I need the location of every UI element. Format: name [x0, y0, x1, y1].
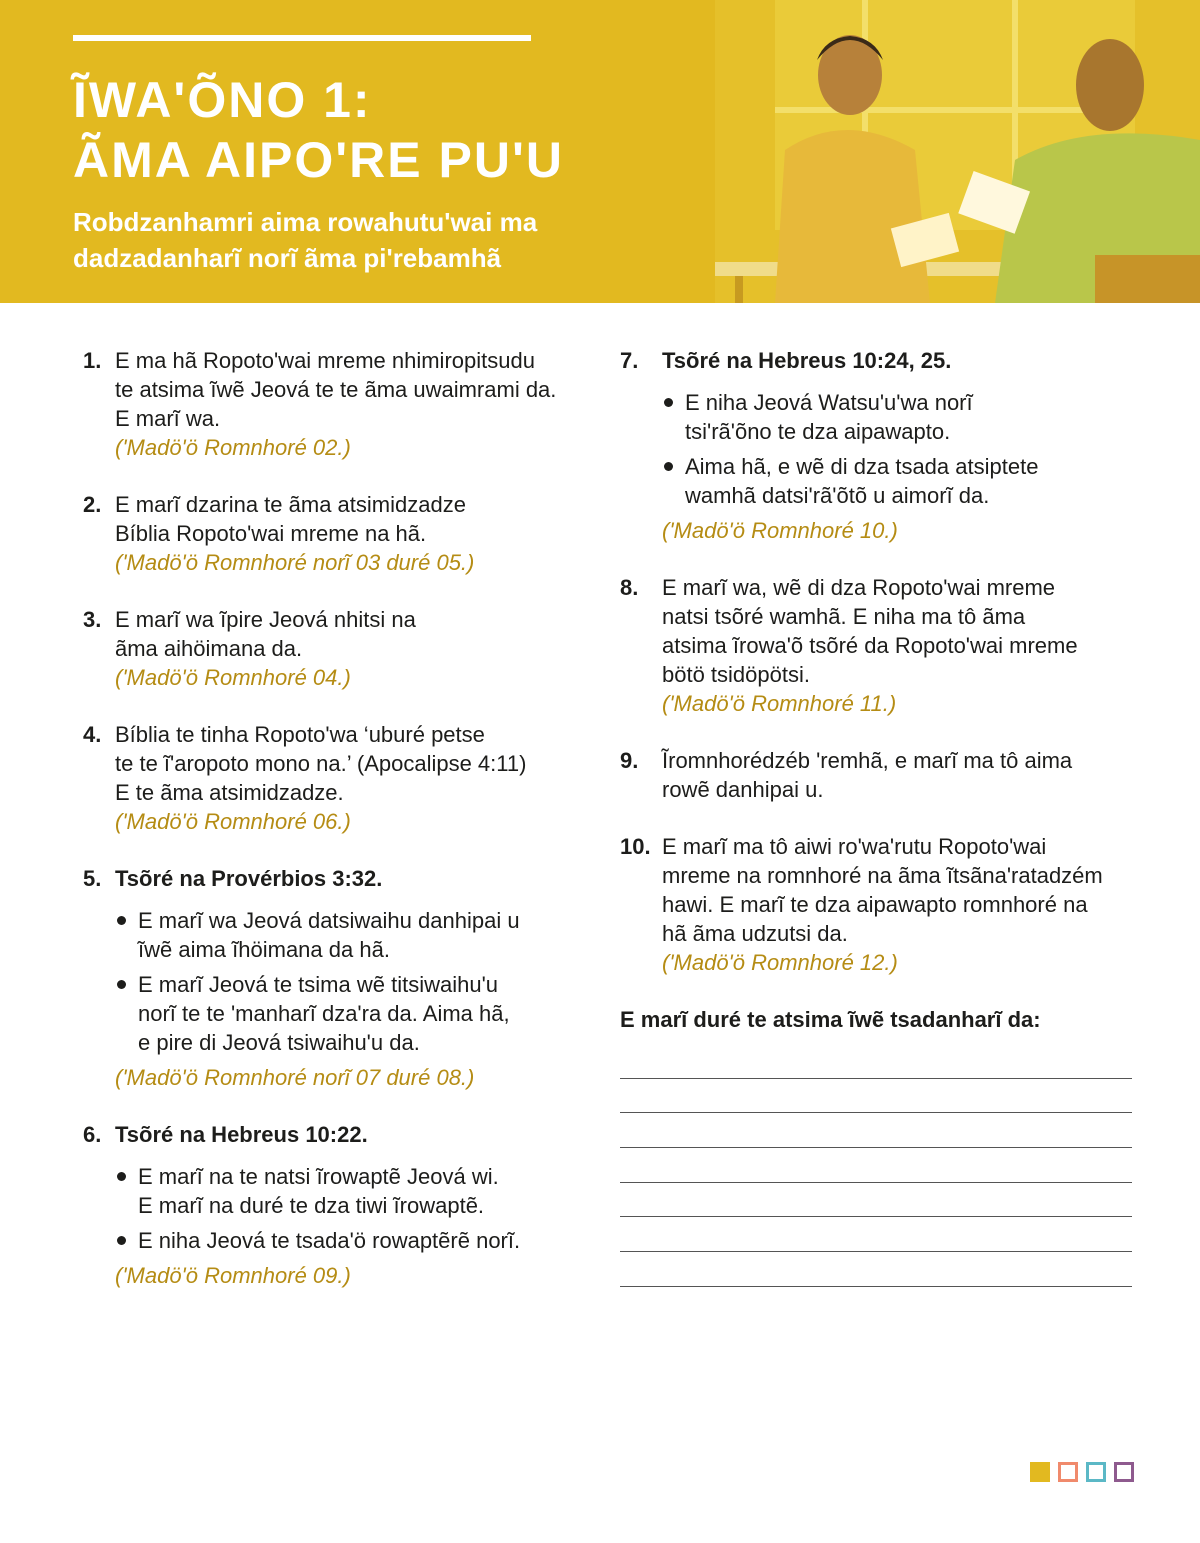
- item-text: E ma hã Ropoto'wai mreme nhimiropitsudu te atsima ĩwẽ Jeová te te ãma uwaimrami da. E marĩ wa.: [115, 348, 557, 431]
- question-item: [83, 605, 593, 692]
- decorative-rule: [73, 35, 531, 41]
- bullet-text: E marĩ wa Jeová datsiwaihu danhipai u ĩwẽ aima ĩhöimana da hã.: [138, 908, 520, 962]
- item-number: 7.: [620, 348, 639, 373]
- question-item: [83, 490, 593, 577]
- question-item: [83, 1120, 593, 1290]
- item-text: E marĩ ma tô aiwi ro'wa'rutu Ropoto'wai mreme na romnhoré na ãma ĩtsãna'ratadzém hawi. E marĩ te dza aipawapto romnhoré na hã ãma udzutsi da.: [662, 834, 1103, 946]
- item-number: 9.: [620, 748, 639, 773]
- question-item: [620, 746, 1140, 804]
- item-scripture-heading: Tsõré na Provérbios 3:32.: [115, 866, 383, 891]
- questions-left-column: [83, 346, 593, 1318]
- lesson-reference[interactable]: ('Madö'ö Romnhoré norĩ 03 duré 05.): [115, 550, 475, 575]
- bullet-dot-icon: [117, 916, 126, 925]
- questions-right-column: [620, 346, 1140, 1287]
- item-number: 10.: [620, 834, 651, 859]
- item-number: 4.: [83, 722, 102, 747]
- answer-line[interactable]: [620, 1148, 1132, 1183]
- item-text: E marĩ wa, wẽ di dza Ropoto'wai mreme natsi tsõré wamhã. E niha ma tô ãma atsima ĩrowa'õ tsõré da Ropoto'wai mreme bötö tsidöpötsi.: [662, 575, 1078, 687]
- lesson-reference[interactable]: ('Madö'ö Romnhoré 09.): [115, 1263, 351, 1288]
- bullet-text: E marĩ na te natsi ĩrowaptẽ Jeová wi. E marĩ na duré te dza tiwi ĩrowaptẽ.: [138, 1164, 499, 1218]
- bullet-item: [662, 452, 1140, 510]
- bullet-list: [115, 1162, 593, 1255]
- square-outline-coral: [1058, 1462, 1078, 1482]
- question-item: [83, 864, 593, 1092]
- bullet-text: E marĩ Jeová te tsima wẽ titsiwaihu'u norĩ te te 'manharĩ dza'ra da. Aima hã, e pire di Jeová tsiwaihu'u da.: [138, 972, 510, 1055]
- page-subtitle: Robdzanhamri aima rowahutu'wai ma dadzadanharĩ norĩ ãma pi'rebamhã: [73, 207, 538, 273]
- item-scripture-heading: Tsõré na Hebreus 10:22.: [115, 1122, 368, 1147]
- notes-question: E marĩ duré te atsima ĩwẽ tsadanharĩ da:: [620, 1007, 1041, 1032]
- bullet-item: [115, 1226, 593, 1255]
- bullet-text: E niha Jeová Watsu'u'wa norĩ tsi'rã'õno te dza aipawapto.: [685, 390, 973, 444]
- illustration-two-men-studying: [715, 0, 1200, 303]
- header-banner: [0, 0, 1200, 303]
- bullet-dot-icon: [117, 980, 126, 989]
- lesson-reference[interactable]: ('Madö'ö Romnhoré 04.): [115, 665, 351, 690]
- item-number: 3.: [83, 607, 102, 632]
- bullet-list: [662, 388, 1140, 510]
- item-scripture-heading: Tsõré na Hebreus 10:24, 25.: [662, 348, 952, 373]
- bullet-dot-icon: [664, 398, 673, 407]
- bullet-item: [115, 906, 593, 964]
- square-outline-purple: [1114, 1462, 1134, 1482]
- item-number: 8.: [620, 575, 639, 600]
- bullet-item: [662, 388, 1140, 446]
- item-text: Bíblia te tinha Ropoto'wa ‘uburé petse te te ĩ'aropoto mono na.’ (Apocalipse 4:11) E te ãma atsimidzadze.: [115, 722, 527, 805]
- answer-lines[interactable]: [620, 1044, 1140, 1287]
- bullet-dot-icon: [117, 1172, 126, 1181]
- item-number: 6.: [83, 1122, 102, 1147]
- lesson-reference[interactable]: ('Madö'ö Romnhoré 02.): [115, 435, 351, 460]
- lesson-reference[interactable]: ('Madö'ö Romnhoré 10.): [662, 518, 898, 543]
- item-text: Ĩromnhorédzéb 'remhã, e marĩ ma tô aima rowẽ danhipai u.: [662, 748, 1073, 802]
- question-item: [83, 346, 593, 462]
- bullet-list: [115, 906, 593, 1057]
- lesson-reference[interactable]: ('Madö'ö Romnhoré norĩ 07 duré 08.): [115, 1065, 475, 1090]
- lesson-reference[interactable]: ('Madö'ö Romnhoré 06.): [115, 809, 351, 834]
- square-filled-yellow: [1030, 1462, 1050, 1482]
- answer-line[interactable]: [620, 1252, 1132, 1287]
- item-text: E marĩ wa ĩpire Jeová nhitsi na ãma aihöimana da.: [115, 607, 416, 661]
- page-title: ĨWA'ÕNO 1: ÃMA AIPO'RE PU'U: [73, 72, 564, 188]
- question-item: [83, 720, 593, 836]
- question-item: [620, 346, 1140, 545]
- bullet-item: [115, 1162, 593, 1220]
- item-number: 2.: [83, 492, 102, 517]
- answer-line[interactable]: [620, 1217, 1132, 1252]
- square-outline-teal: [1086, 1462, 1106, 1482]
- answer-line[interactable]: [620, 1183, 1132, 1218]
- item-text: E marĩ dzarina te ãma atsimidzadze Bíblia Ropoto'wai mreme na hã.: [115, 492, 466, 546]
- lesson-reference[interactable]: ('Madö'ö Romnhoré 11.): [662, 691, 897, 716]
- bullet-dot-icon: [117, 1236, 126, 1245]
- item-number: 1.: [83, 348, 102, 373]
- brand-squares: [1030, 1462, 1134, 1482]
- bullet-text: Aima hã, e wẽ di dza tsada atsiptete wamhã datsi'rã'õtõ u aimorĩ da.: [685, 454, 1039, 508]
- item-number: 5.: [83, 866, 102, 891]
- bullet-item: [115, 970, 593, 1057]
- answer-line[interactable]: [620, 1044, 1132, 1079]
- lesson-reference[interactable]: ('Madö'ö Romnhoré 12.): [662, 950, 898, 975]
- bullet-dot-icon: [664, 462, 673, 471]
- question-item: [620, 832, 1140, 977]
- answer-line[interactable]: [620, 1113, 1132, 1148]
- answer-line[interactable]: [620, 1079, 1132, 1114]
- bullet-text: E niha Jeová te tsada'ö rowaptẽrẽ norĩ.: [138, 1228, 521, 1253]
- question-item: [620, 573, 1140, 718]
